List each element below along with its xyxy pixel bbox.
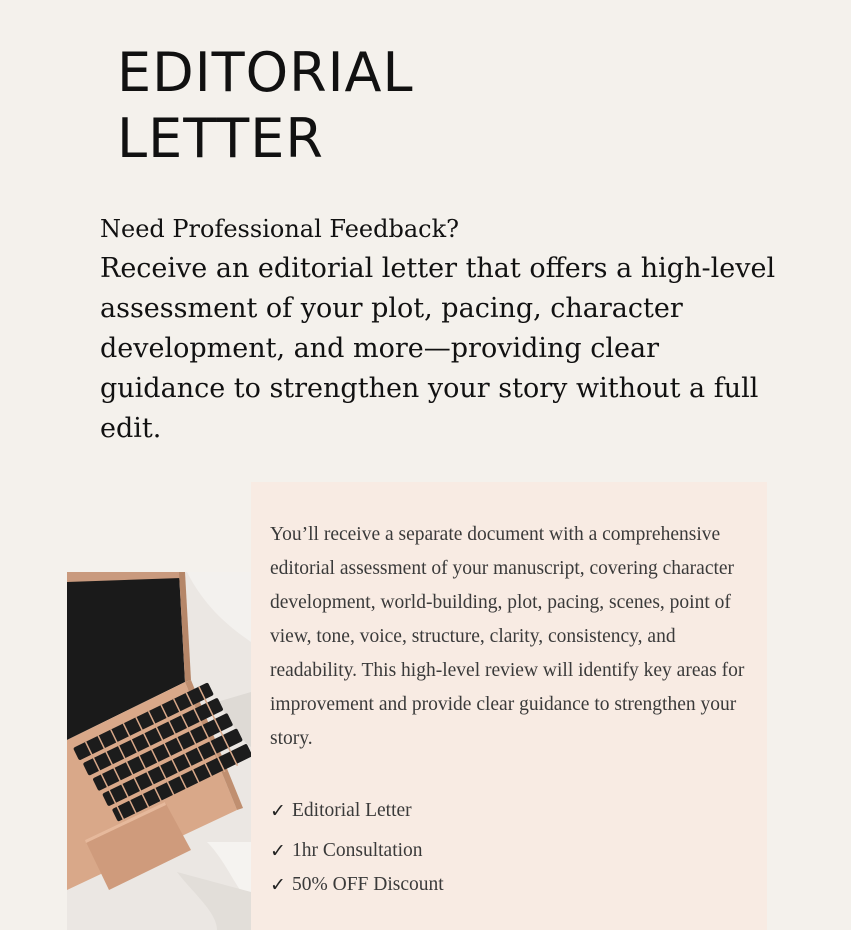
checkmark-icon: ✓ bbox=[270, 874, 286, 896]
details-paragraph: You’ll receive a separate document with a comprehensive editorial assessment of your manuscript, covering character development, world-building, plot, pacing, scenes, point of view, tone, voice, structure, clarity, consistency, and readability. This high-level review will identify key areas for improvement and provide clear guidance to strengthen your story. bbox=[270, 524, 745, 749]
includes-list bbox=[270, 794, 444, 902]
list-item-label: 1hr Consultation bbox=[292, 840, 423, 861]
list-item-label: Editorial Letter bbox=[292, 800, 412, 821]
intro-description: Receive an editorial letter that offers a high-level assessment of your plot, pacing, character development, and more—providing clear guidance to strengthen your story without a full edit. bbox=[100, 253, 776, 444]
intro-question: Need Professional Feedback? bbox=[100, 215, 460, 243]
list-item bbox=[270, 794, 444, 828]
list-item-label: 50% OFF Discount bbox=[292, 874, 444, 895]
laptop-photo bbox=[67, 572, 251, 930]
checkmark-icon: ✓ bbox=[270, 840, 286, 862]
list-item bbox=[270, 834, 444, 868]
title-line-1: EDITORIAL bbox=[117, 41, 414, 104]
title-line-2: LETTER bbox=[117, 107, 324, 170]
checkmark-icon: ✓ bbox=[270, 800, 286, 822]
page-title bbox=[117, 40, 414, 172]
details-panel bbox=[251, 482, 767, 930]
intro-block bbox=[100, 209, 780, 449]
list-item bbox=[270, 868, 444, 902]
